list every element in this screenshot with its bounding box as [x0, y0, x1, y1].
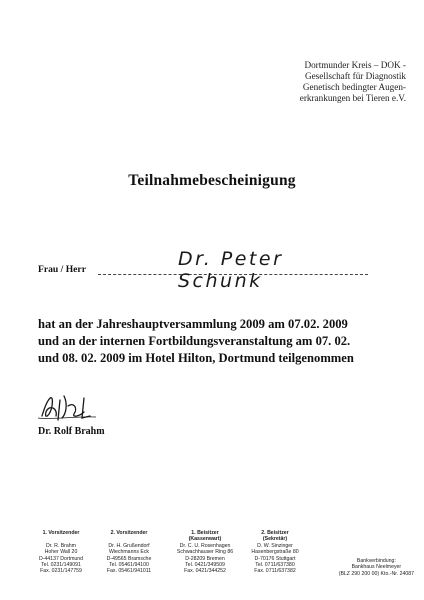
footer-role: 2. Vorsitzender — [110, 530, 148, 536]
footer-line: Tel. 0231/149091 — [41, 562, 81, 569]
footer-role-sub: (Kassenwart) — [188, 536, 222, 543]
footer-line: Hoher Wall 20 — [44, 549, 78, 556]
footer-role-sub: (Sekretär) — [262, 536, 288, 543]
bank-label: Bankverbindung: — [356, 558, 396, 564]
footer-line: Fax. 0231/147759 — [40, 568, 82, 575]
footer-role: 1. Beisitzer — [191, 530, 219, 536]
body-line: und an der internen Fortbildungsveranstaltung am 07. 02. — [38, 334, 351, 348]
org-name-line: erkrankungen bei Tieren e.V. — [299, 93, 406, 103]
recipient-row — [38, 248, 368, 292]
footer-line: Dr. C. U. Rosenhagen — [179, 542, 231, 549]
footer-role: 2. Beisitzer — [261, 530, 289, 536]
document-title: Teilnahmebescheinigung — [128, 172, 296, 189]
footer-line: D-70176 Stuttgart — [254, 555, 296, 562]
signer-name: Dr. Rolf Brahm — [38, 426, 105, 437]
footer-line: Wiechmanns Eck — [108, 549, 150, 556]
salutation-label: Frau / Herr — [38, 264, 86, 275]
organization-header — [246, 60, 406, 104]
body-line: hat an der Jahreshauptversammlung 2009 am 07.02. 2009 — [38, 317, 348, 331]
footer — [0, 530, 424, 590]
handwritten-signature — [34, 386, 114, 426]
footer-line: D. W. Sinzinger — [257, 542, 293, 549]
handwritten-recipient-name: Dr. Peter Schunk — [178, 248, 284, 292]
footer-line: Tel. 0421/349509 — [185, 562, 225, 569]
footer-column-vice-chairman — [96, 530, 162, 575]
org-name-line: Dortmunder Kreis – DOK - — [304, 60, 406, 70]
footer-column-chairman — [30, 530, 92, 575]
org-name-line: Genetisch bedingter Augen- — [302, 82, 406, 92]
bank-details — [339, 558, 414, 577]
footer-line: Schwachhauser Ring 86 — [176, 549, 234, 556]
footer-line: Tel. 05461/94100 — [109, 562, 149, 569]
footer-line: Fax. 0421/344252 — [184, 568, 226, 575]
footer-line: D-49565 Bramsche — [106, 555, 152, 562]
org-name-line: Gesellschaft für Diagnostik — [304, 71, 406, 81]
footer-column-secretary — [240, 530, 310, 575]
footer-line: Dr. H. Grußendorf — [108, 542, 150, 549]
footer-line: Dr. R. Brahm — [46, 542, 76, 549]
body-line: und 08. 02. 2009 im Hotel Hilton, Dortmund teilgenommen — [38, 351, 354, 365]
footer-line: Fax. 0711/637382 — [254, 568, 296, 575]
bank-name: Bankhaus Neelmeyer — [351, 564, 402, 571]
footer-role: 1. Vorsitzender — [42, 530, 80, 536]
footer-line: Fax. 05461/941011 — [106, 568, 152, 575]
certificate-body — [38, 316, 418, 367]
footer-column-treasurer — [170, 530, 240, 575]
footer-line: Tel. 0711/637380 — [255, 562, 295, 569]
footer-line: D-28209 Bremen — [185, 555, 225, 562]
footer-line: Hasenbergstraße 80 — [251, 549, 299, 556]
footer-line: D-44137 Dortmund — [38, 555, 84, 562]
bank-account: (BLZ 290 200 00) Kto.-Nr. 24087 — [338, 570, 414, 577]
